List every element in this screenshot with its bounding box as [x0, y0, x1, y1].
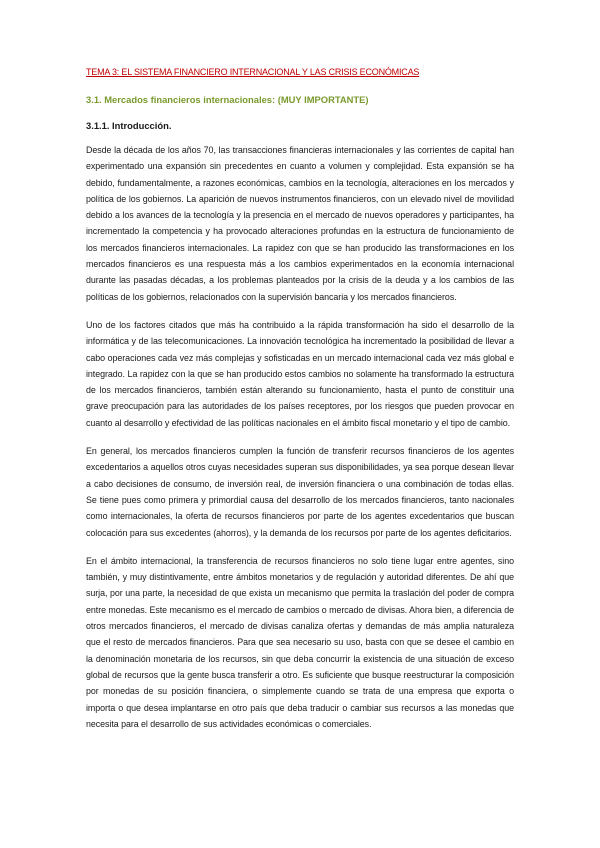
- section-heading: 3.1.1. Introducción.: [86, 120, 172, 131]
- document-title: TEMA 3: EL SISTEMA FINANCIERO INTERNACIONAL Y LAS CRISIS ECONÓMICAS: [86, 67, 420, 77]
- paragraph-1: Desde la década de los años 70, las transacciones financieras internacionales y las corrientes de capital han experimentado una expansión sin precedentes en cuanto a volumen y complejidad. Esta expansión se ha debido, fundamentalmente, a razones económicas, cambios en la tecnología, alteraciones en los mercados y política de los gobiernos. La aparición de nuevos instrumentos financieros, con un elevado nivel de movilidad debido a los avances de la tecnología y la presencia en el mercado de nuevos operadores y participantes, ha incrementado la competencia y ha provocado alteraciones profundas en la estructura de funcionamiento de los mercados financieros internacionales. La rapidez con que se han producido las transformaciones en los mercados financieros es una respuesta más a los cambios experimentados en la economía internacional durante las pasadas décadas, a los problemas planteados por la crisis de la deuda y a los cambios de las políticas de los gobiernos, relacionados con la supervisión bancaria y los mercados financieros.: [86, 145, 514, 302]
- paragraph-2: Uno de los factores citados que más ha contribuido a la rápida transformación ha sido el desarrollo de la informática y de las telecomunicaciones. La innovación tecnológica ha incrementado la posibilidad de llevar a cabo operaciones cada vez más complejas y sofisticadas en un mercado internacional cada vez más global e integrado. La rapidez con la que se han producido estos cambios no solamente ha transformado la estructura de los mercados financieros, también están alterando su funcionamiento, hasta el punto de constituir una grave preocupación para las autoridades de los países receptores, por los riesgos que pueden provocar en cuanto al desarrollo y efectividad de las políticas nacionales en el ámbito fiscal monetario y el tipo de cambio.: [86, 319, 514, 428]
- paragraph-3: En general, los mercados financieros cumplen la función de transferir recursos financieros de los agentes excedentarios a aquellos otros cuyas necesidades superan sus disponibilidades, ya sea porque desean llevar a cabo decisiones de consumo, de inversión real, de inversión financiera o una combinación de todas ellas. Se tiene pues como primera y primordial causa del desarrollo de los mercados financieros, tanto nacionales como internacionales, la oferta de recursos financieros por parte de los agentes excedentarios que buscan colocación para sus excedentes (ahorros), y la demanda de los recursos por parte de los agentes deficitarios.: [86, 446, 514, 538]
- paragraph-4: En el ámbito internacional, la transferencia de recursos financieros no solo tiene lugar entre agentes, sino también, y muy distintivamente, entre ámbitos monetarios y de regulación y autoridad diferentes. De ahí que surja, por una parte, la necesidad de que exista un mecanismo que permita la traslación del poder de compra entre monedas. Este mecanismo es el mercado de cambios o mercado de divisas. Ahora bien, a diferencia de otros mercados financieros, el mercado de divisas canaliza ofertas y demandas de más amplia naturaleza que el resto de mercados financieros. Para que sea necesario su uso, basta con que se desee el cambio en la denominación monetaria de los recursos, sin que deba concurrir la existencia de una situación de exceso global de recursos que la gente busca transferir a otro. Es suficiente que busque reestructurar la composición por monedas de su posición financiera, o simplemente cuando se trata de una empresa que exporta o importa o que desea implantarse en otro país que deba traducir o cambiar sus recursos a las monedas que necesita para el desarrollo de sus actividades económicas o comerciales.: [86, 555, 514, 729]
- section-subtitle: 3.1. Mercados financieros internacionales: (MUY IMPORTANTE): [86, 94, 369, 105]
- document-page: [86, 66, 514, 744]
